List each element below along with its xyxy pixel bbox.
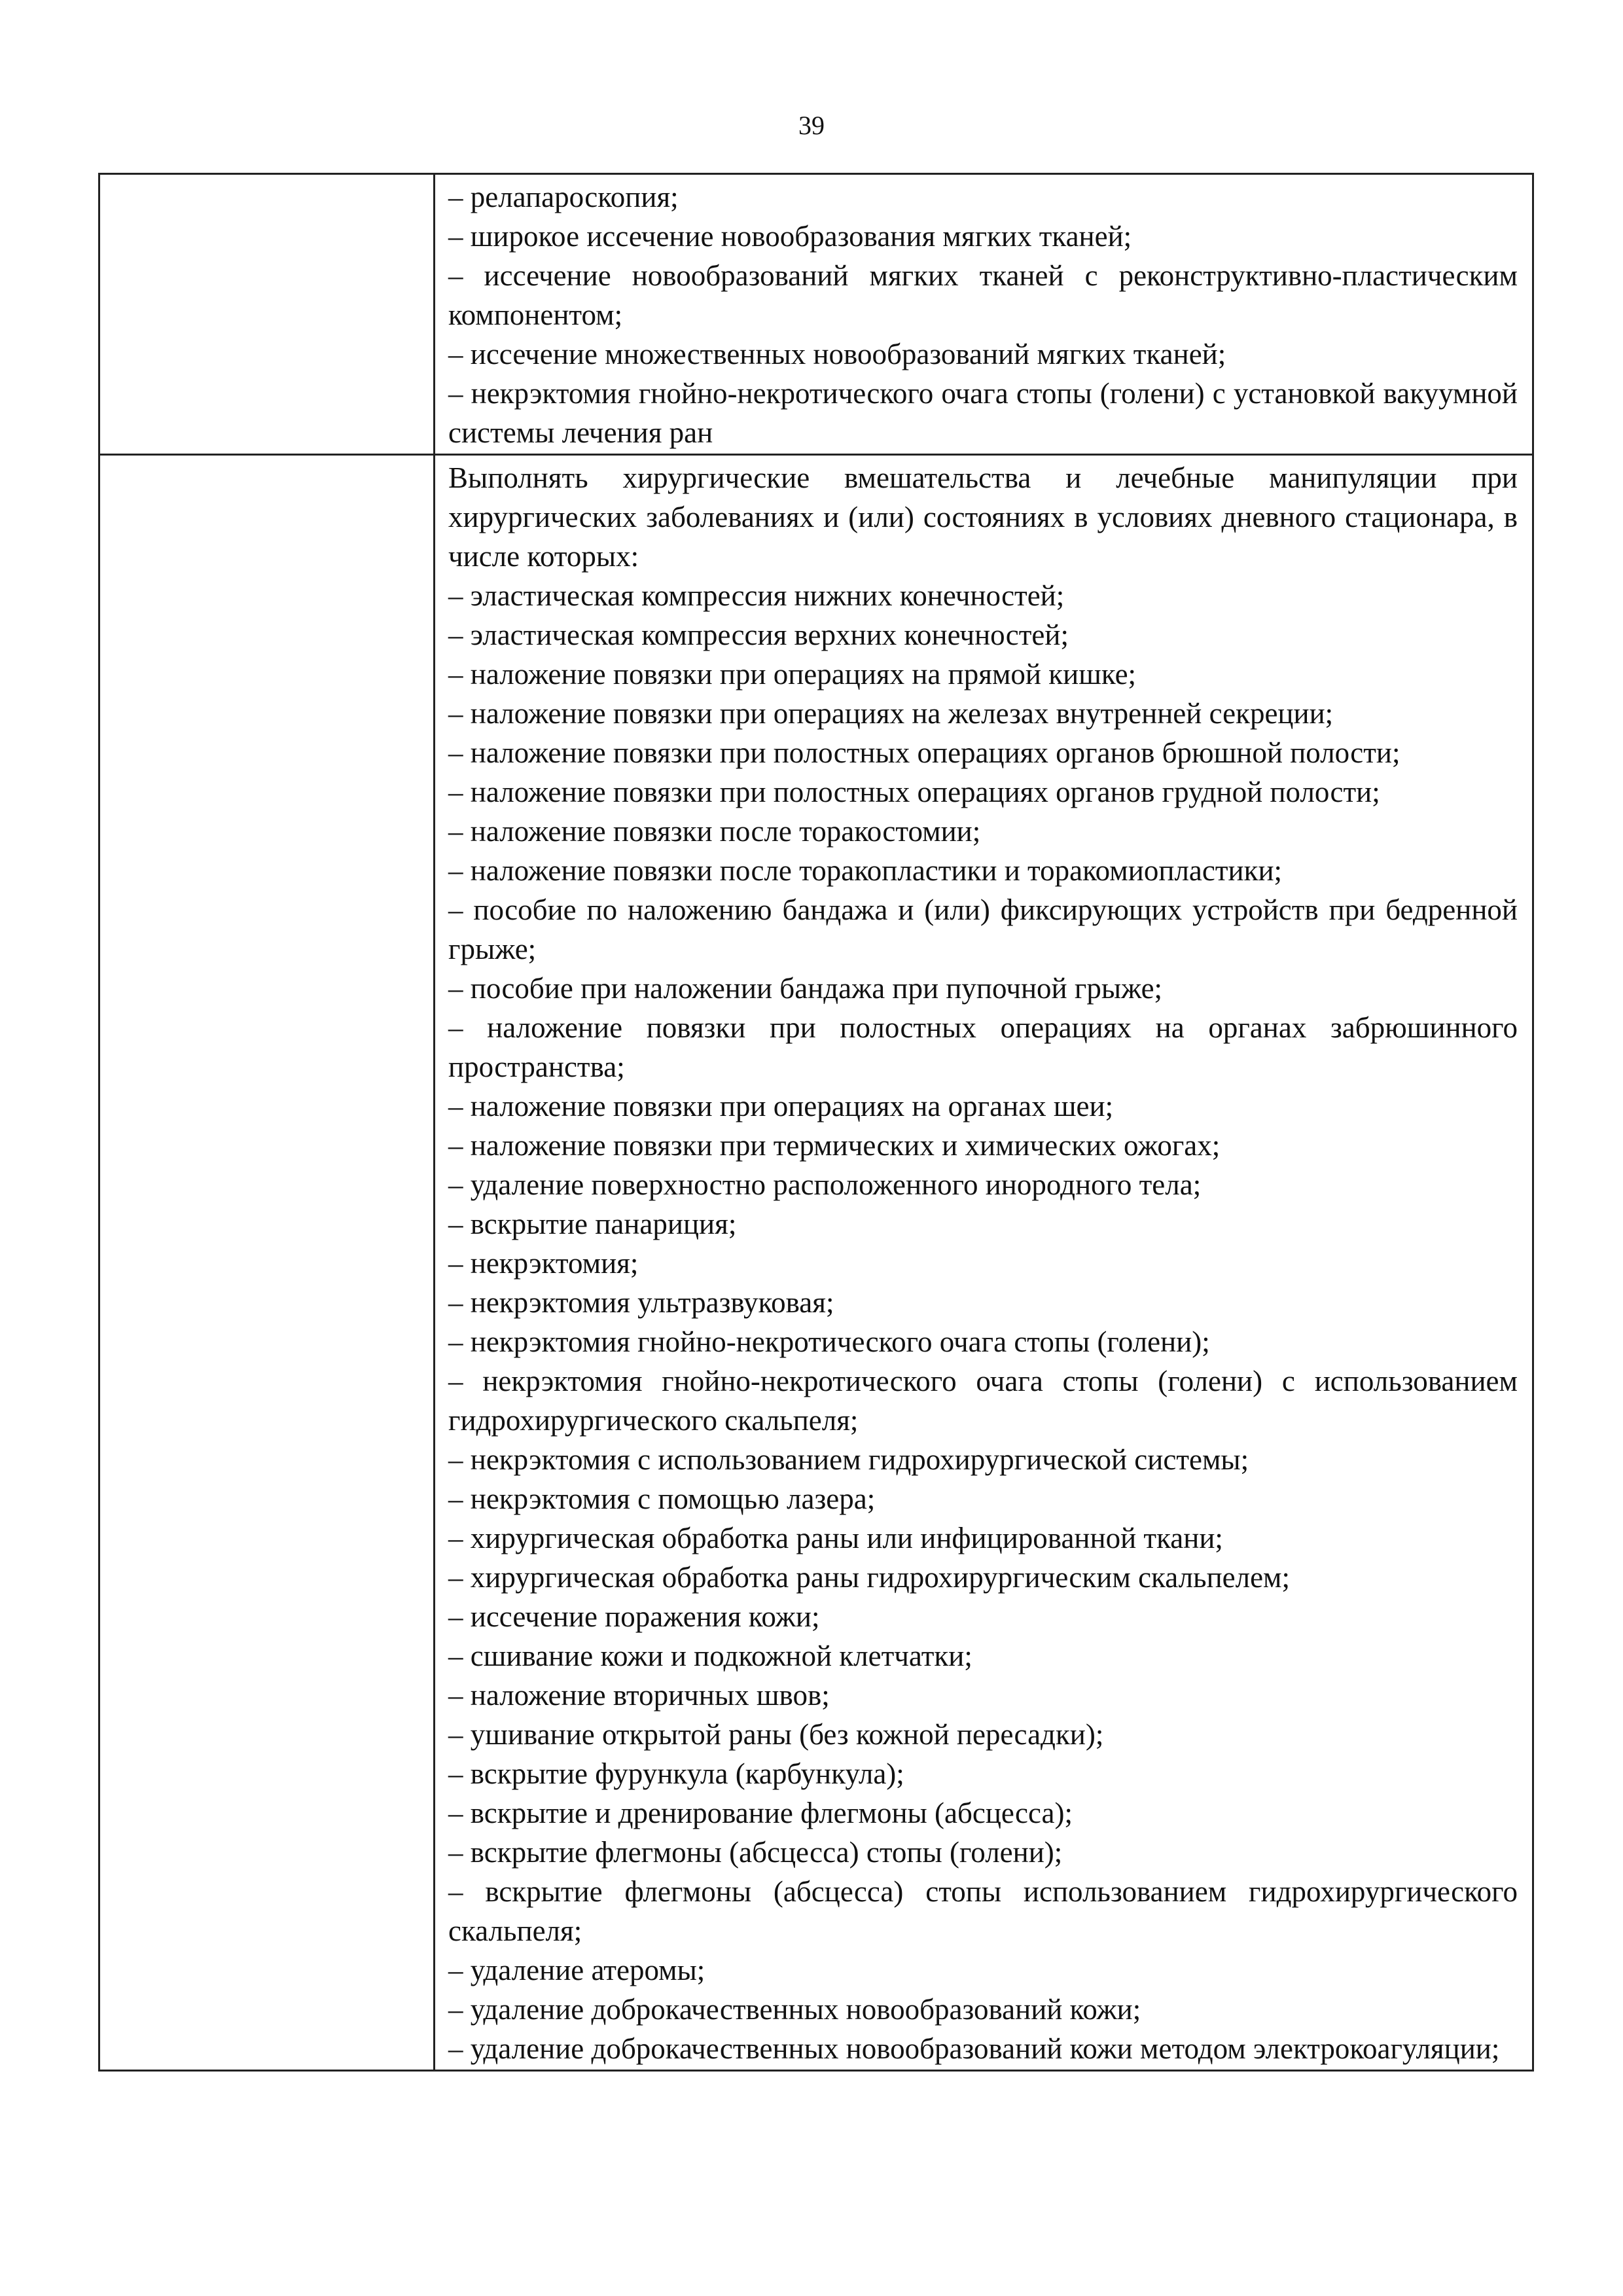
list-item: – наложение повязки при операциях на прямой кишке; xyxy=(448,658,1137,691)
list-item: – вскрытие флегмоны (абсцесса) стопы (голени); xyxy=(448,1836,1063,1869)
list-item: – широкое иссечение новообразования мягких тканей; xyxy=(448,220,1132,253)
list-item: – сшивание кожи и подкожной клетчатки; xyxy=(448,1640,972,1672)
list-item: – некрэктомия; xyxy=(448,1247,639,1280)
left-cell xyxy=(99,455,435,2071)
list-item: – наложение повязки при операциях на железах внутренней секреции; xyxy=(448,697,1334,730)
list-item: – эластическая компрессия верхних конечностей; xyxy=(448,619,1069,651)
list-item: – некрэктомия гнойно-некротического очага стопы (голени); xyxy=(448,1325,1210,1358)
list-item: – наложение повязки при полостных операциях органов брюшной полости; xyxy=(448,736,1400,769)
list-item: – вскрытие панариция; xyxy=(448,1208,737,1240)
list-item: – некрэктомия с использованием гидрохирургической системы; xyxy=(448,1443,1249,1476)
left-cell xyxy=(99,174,435,455)
list-item: – наложение повязки при операциях на органах шеи; xyxy=(448,1090,1114,1122)
list-item: – наложение повязки при полостных операциях на органах забрюшинного пространства; xyxy=(448,1011,1518,1083)
table-row xyxy=(99,174,1533,455)
list-item: – удаление атеромы; xyxy=(448,1954,705,1986)
list-item: – пособие при наложении бандажа при пупочной грыже; xyxy=(448,972,1163,1005)
list-item: – наложение повязки при термических и химических ожогах; xyxy=(448,1129,1221,1162)
table-row xyxy=(99,455,1533,2071)
list-item: – удаление поверхностно расположенного инородного тела; xyxy=(448,1168,1202,1201)
list-item: – пособие по наложению бандажа и (или) фиксирующих устройств при бедренной грыже; xyxy=(448,893,1518,965)
list-item: – некрэктомия ультразвуковая; xyxy=(448,1286,834,1319)
list-item: – релапароскопия; xyxy=(448,181,679,213)
list-item: – иссечение поражения кожи; xyxy=(448,1600,820,1633)
right-cell xyxy=(435,174,1533,455)
cell-content xyxy=(435,175,1532,454)
list-item: – наложение повязки при полостных операциях органов грудной полости; xyxy=(448,776,1380,808)
list-item: Выполнять хирургические вмешательства и лечебные манипуляции при хирургических заболеваниях и (или) состояниях в условиях дневного стационара, в числе которых: xyxy=(448,461,1518,573)
list-item: – вскрытие фурункула (карбункула); xyxy=(448,1757,904,1790)
right-cell xyxy=(435,455,1533,2071)
list-item: – удаление доброкачественных новообразований кожи; xyxy=(448,1993,1141,2026)
list-item: – иссечение множественных новообразований мягких тканей; xyxy=(448,338,1226,370)
list-item: – иссечение новообразований мягких тканей с реконструктивно-пластическим компонентом; xyxy=(448,259,1518,331)
list-item: – некрэктомия гнойно-некротического очага стопы (голени) с установкой вакуумной системы лечения ран xyxy=(448,377,1518,449)
page-number: 39 xyxy=(798,111,825,140)
cell-content xyxy=(435,456,1532,2070)
list-item: – некрэктомия с помощью лазера; xyxy=(448,1482,876,1515)
list-item: – некрэктомия гнойно-некротического очага стопы (голени) с использованием гидрохирургического скальпеля; xyxy=(448,1365,1518,1437)
list-item: – ушивание открытой раны (без кожной пересадки); xyxy=(448,1718,1104,1751)
document-table xyxy=(98,173,1534,2072)
list-item: – вскрытие флегмоны (абсцесса) стопы использованием гидрохирургического скальпеля; xyxy=(448,1875,1518,1947)
list-item: – хирургическая обработка раны гидрохирургическим скальпелем; xyxy=(448,1561,1291,1594)
list-item: – эластическая компрессия нижних конечностей; xyxy=(448,579,1065,612)
list-item: – удаление доброкачественных новообразований кожи методом электрокоагуляции; xyxy=(448,2032,1500,2065)
list-item: – хирургическая обработка раны или инфицированной ткани; xyxy=(448,1522,1223,1554)
list-item: – наложение повязки после торакопластики и торакомиопластики; xyxy=(448,854,1283,887)
list-item: – вскрытие и дренирование флегмоны (абсцесса); xyxy=(448,1797,1073,1829)
list-item: – наложение вторичных швов; xyxy=(448,1679,830,1712)
list-item: – наложение повязки после торакостомии; xyxy=(448,815,981,848)
